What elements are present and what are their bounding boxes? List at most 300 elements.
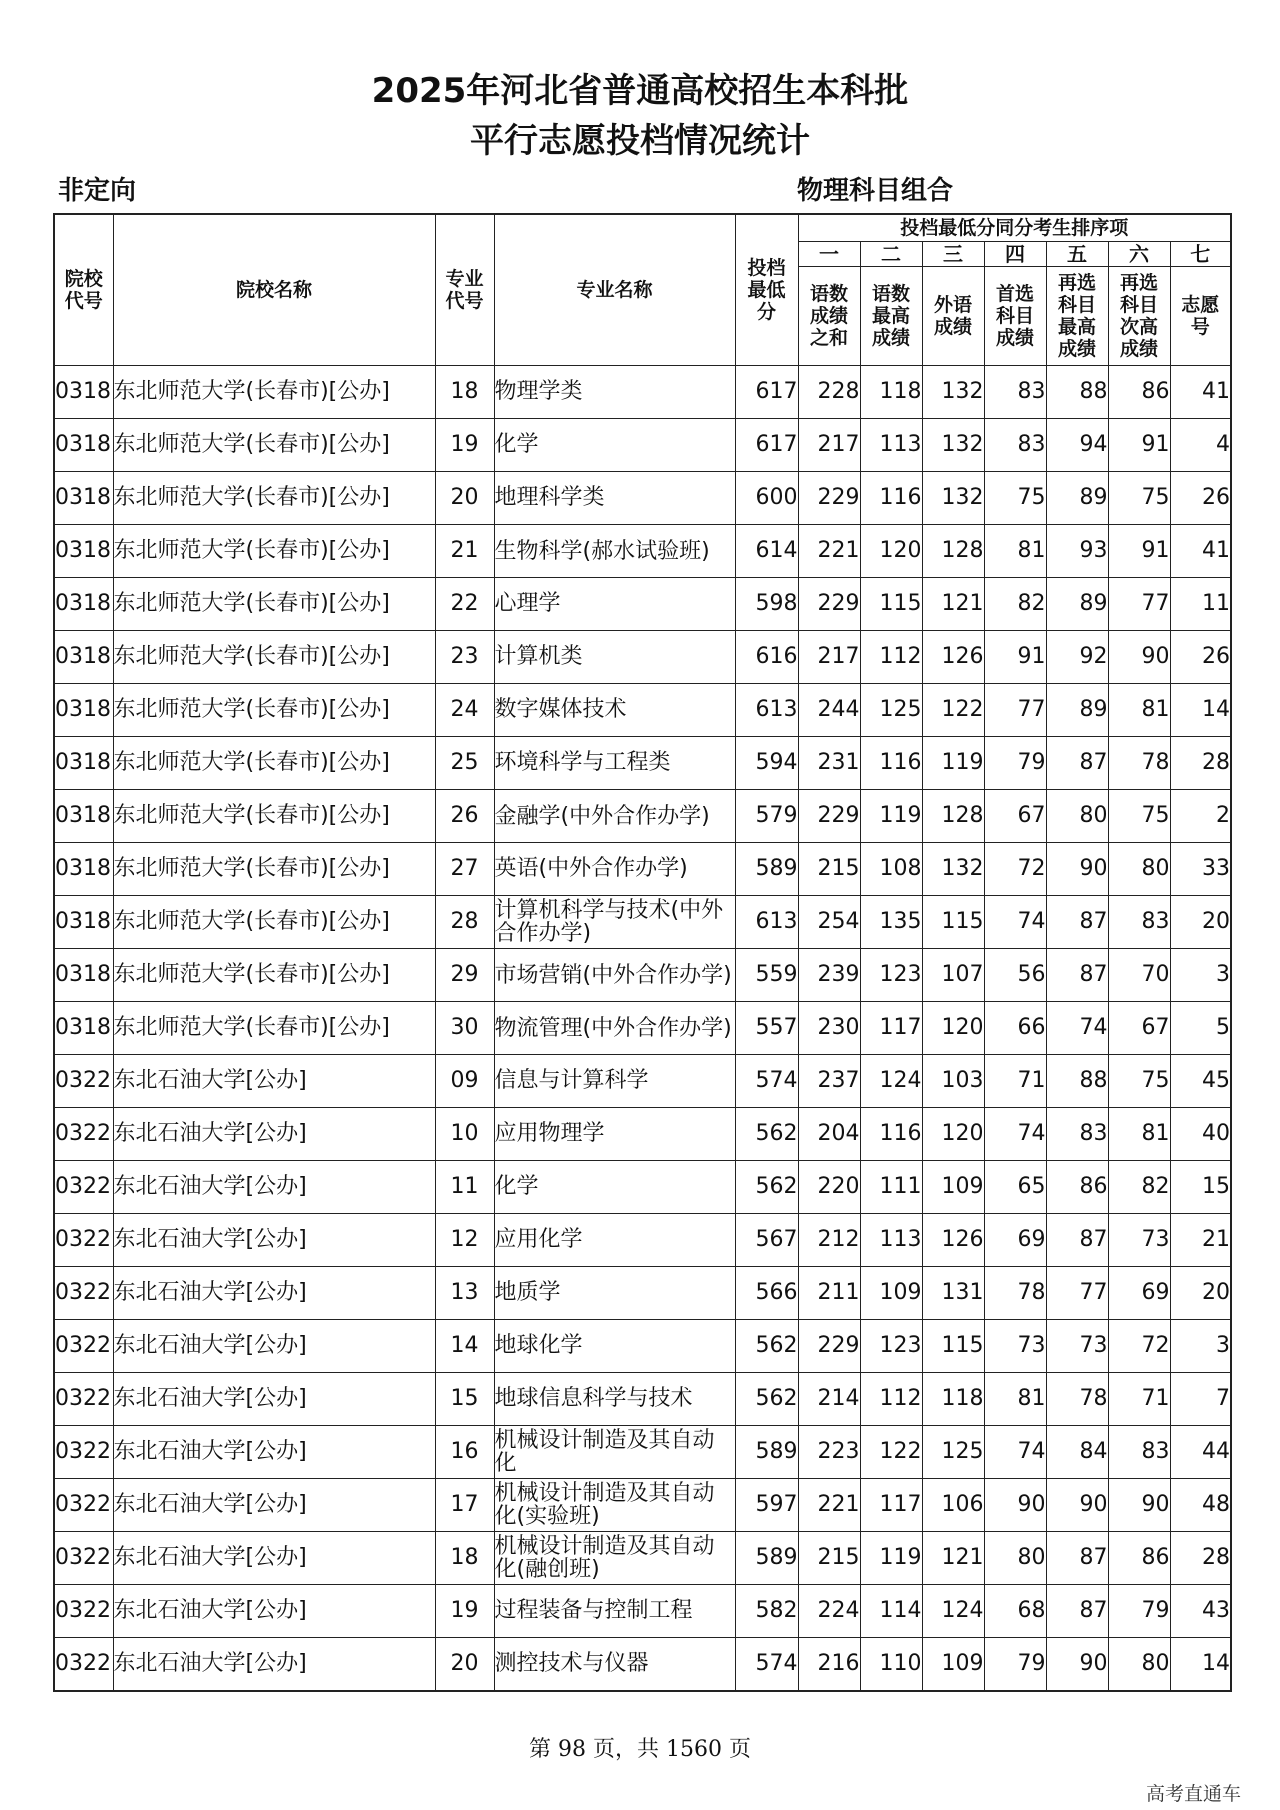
elective-second-cell: 86 bbox=[1108, 366, 1170, 419]
table-header bbox=[54, 214, 1231, 366]
preference-number-cell: 40 bbox=[1170, 1108, 1231, 1161]
header-rank-label-3: 外语成绩 bbox=[922, 267, 984, 366]
school-name-cell: 东北石油大学[公办] bbox=[113, 1214, 435, 1267]
admission-table bbox=[53, 213, 1232, 1692]
table-row bbox=[54, 525, 1231, 578]
min-score-cell: 574 bbox=[735, 1055, 798, 1108]
preference-number-cell: 5 bbox=[1170, 1002, 1231, 1055]
major-name-cell: 物流管理(中外合作办学) bbox=[494, 1002, 735, 1055]
header-rank-label-7: 志愿号 bbox=[1170, 267, 1231, 366]
school-name-cell: 东北石油大学[公办] bbox=[113, 1055, 435, 1108]
first-subject-cell: 72 bbox=[984, 843, 1046, 896]
school-code-cell: 0322 bbox=[54, 1108, 113, 1161]
school-code-cell: 0318 bbox=[54, 737, 113, 790]
elective-second-cell: 75 bbox=[1108, 472, 1170, 525]
table-row bbox=[54, 737, 1231, 790]
chinese-math-total-cell: 216 bbox=[798, 1638, 860, 1692]
first-subject-cell: 74 bbox=[984, 896, 1046, 949]
school-name-cell: 东北师范大学(长春市)[公办] bbox=[113, 525, 435, 578]
school-code-cell: 0322 bbox=[54, 1638, 113, 1692]
table-row bbox=[54, 1373, 1231, 1426]
elective-max-cell: 87 bbox=[1046, 896, 1108, 949]
preference-number-cell: 11 bbox=[1170, 578, 1231, 631]
school-name-cell: 东北石油大学[公办] bbox=[113, 1638, 435, 1692]
preference-number-cell: 20 bbox=[1170, 896, 1231, 949]
chinese-math-max-cell: 118 bbox=[860, 366, 922, 419]
elective-second-cell: 78 bbox=[1108, 737, 1170, 790]
elective-second-cell: 75 bbox=[1108, 790, 1170, 843]
foreign-language-cell: 132 bbox=[922, 843, 984, 896]
preference-number-cell: 43 bbox=[1170, 1585, 1231, 1638]
preference-number-cell: 48 bbox=[1170, 1479, 1231, 1532]
chinese-math-max-cell: 116 bbox=[860, 1108, 922, 1161]
header-rank-3: 三 bbox=[922, 242, 984, 267]
chinese-math-total-cell: 237 bbox=[798, 1055, 860, 1108]
elective-max-cell: 89 bbox=[1046, 684, 1108, 737]
header-rank-label-6: 再选科目次高成绩 bbox=[1108, 267, 1170, 366]
major-code-cell: 30 bbox=[435, 1002, 494, 1055]
foreign-language-cell: 119 bbox=[922, 737, 984, 790]
table-row bbox=[54, 1161, 1231, 1214]
chinese-math-max-cell: 108 bbox=[860, 843, 922, 896]
min-score-cell: 566 bbox=[735, 1267, 798, 1320]
table-row bbox=[54, 1479, 1231, 1532]
school-code-cell: 0318 bbox=[54, 578, 113, 631]
table-row bbox=[54, 1585, 1231, 1638]
school-code-cell: 0322 bbox=[54, 1320, 113, 1373]
foreign-language-cell: 128 bbox=[922, 790, 984, 843]
school-name-cell: 东北师范大学(长春市)[公办] bbox=[113, 896, 435, 949]
major-code-cell: 09 bbox=[435, 1055, 494, 1108]
major-code-cell: 18 bbox=[435, 1532, 494, 1585]
elective-second-cell: 67 bbox=[1108, 1002, 1170, 1055]
school-name-cell: 东北师范大学(长春市)[公办] bbox=[113, 1002, 435, 1055]
header-major-code: 专业代号 bbox=[435, 214, 494, 366]
foreign-language-cell: 131 bbox=[922, 1267, 984, 1320]
first-subject-cell: 73 bbox=[984, 1320, 1046, 1373]
min-score-cell: 617 bbox=[735, 366, 798, 419]
school-name-cell: 东北师范大学(长春市)[公办] bbox=[113, 366, 435, 419]
elective-max-cell: 78 bbox=[1046, 1373, 1108, 1426]
major-code-cell: 25 bbox=[435, 737, 494, 790]
chinese-math-total-cell: 231 bbox=[798, 737, 860, 790]
min-score-cell: 562 bbox=[735, 1320, 798, 1373]
elective-max-cell: 89 bbox=[1046, 472, 1108, 525]
foreign-language-cell: 121 bbox=[922, 1532, 984, 1585]
major-name-cell: 地球化学 bbox=[494, 1320, 735, 1373]
table-row bbox=[54, 1002, 1231, 1055]
chinese-math-max-cell: 113 bbox=[860, 419, 922, 472]
foreign-language-cell: 115 bbox=[922, 1320, 984, 1373]
school-name-cell: 东北石油大学[公办] bbox=[113, 1161, 435, 1214]
min-score-cell: 562 bbox=[735, 1108, 798, 1161]
elective-max-cell: 94 bbox=[1046, 419, 1108, 472]
elective-second-cell: 91 bbox=[1108, 525, 1170, 578]
table-row bbox=[54, 1320, 1231, 1373]
major-code-cell: 11 bbox=[435, 1161, 494, 1214]
chinese-math-max-cell: 116 bbox=[860, 472, 922, 525]
chinese-math-max-cell: 119 bbox=[860, 1532, 922, 1585]
table-row bbox=[54, 684, 1231, 737]
table-row bbox=[54, 949, 1231, 1002]
chinese-math-max-cell: 122 bbox=[860, 1426, 922, 1479]
major-name-cell: 金融学(中外合作办学) bbox=[494, 790, 735, 843]
chinese-math-max-cell: 135 bbox=[860, 896, 922, 949]
elective-max-cell: 80 bbox=[1046, 790, 1108, 843]
foreign-language-cell: 109 bbox=[922, 1638, 984, 1692]
major-code-cell: 27 bbox=[435, 843, 494, 896]
major-name-cell: 机械设计制造及其自动化(融创班) bbox=[494, 1532, 735, 1585]
table-row bbox=[54, 843, 1231, 896]
chinese-math-max-cell: 115 bbox=[860, 578, 922, 631]
min-score-cell: 579 bbox=[735, 790, 798, 843]
first-subject-cell: 90 bbox=[984, 1479, 1046, 1532]
school-code-cell: 0322 bbox=[54, 1055, 113, 1108]
first-subject-cell: 65 bbox=[984, 1161, 1046, 1214]
preference-number-cell: 15 bbox=[1170, 1161, 1231, 1214]
school-code-cell: 0318 bbox=[54, 525, 113, 578]
chinese-math-max-cell: 111 bbox=[860, 1161, 922, 1214]
foreign-language-cell: 118 bbox=[922, 1373, 984, 1426]
major-name-cell: 环境科学与工程类 bbox=[494, 737, 735, 790]
school-code-cell: 0318 bbox=[54, 684, 113, 737]
header-rank-1: 一 bbox=[798, 242, 860, 267]
min-score-cell: 614 bbox=[735, 525, 798, 578]
preference-number-cell: 4 bbox=[1170, 419, 1231, 472]
min-score-cell: 616 bbox=[735, 631, 798, 684]
chinese-math-total-cell: 217 bbox=[798, 631, 860, 684]
preference-number-cell: 33 bbox=[1170, 843, 1231, 896]
elective-max-cell: 90 bbox=[1046, 1479, 1108, 1532]
elective-max-cell: 88 bbox=[1046, 366, 1108, 419]
table-row bbox=[54, 578, 1231, 631]
major-code-cell: 19 bbox=[435, 419, 494, 472]
header-rank-5: 五 bbox=[1046, 242, 1108, 267]
elective-max-cell: 77 bbox=[1046, 1267, 1108, 1320]
min-score-cell: 617 bbox=[735, 419, 798, 472]
foreign-language-cell: 120 bbox=[922, 1108, 984, 1161]
chinese-math-max-cell: 117 bbox=[860, 1002, 922, 1055]
foreign-language-cell: 115 bbox=[922, 896, 984, 949]
school-code-cell: 0322 bbox=[54, 1532, 113, 1585]
major-code-cell: 23 bbox=[435, 631, 494, 684]
elective-max-cell: 73 bbox=[1046, 1320, 1108, 1373]
min-score-cell: 574 bbox=[735, 1638, 798, 1692]
elective-max-cell: 89 bbox=[1046, 578, 1108, 631]
major-code-cell: 12 bbox=[435, 1214, 494, 1267]
major-name-cell: 计算机类 bbox=[494, 631, 735, 684]
school-code-cell: 0318 bbox=[54, 472, 113, 525]
first-subject-cell: 80 bbox=[984, 1532, 1046, 1585]
min-score-cell: 594 bbox=[735, 737, 798, 790]
foreign-language-cell: 103 bbox=[922, 1055, 984, 1108]
major-name-cell: 物理学类 bbox=[494, 366, 735, 419]
major-name-cell: 信息与计算科学 bbox=[494, 1055, 735, 1108]
major-code-cell: 20 bbox=[435, 1638, 494, 1692]
elective-second-cell: 70 bbox=[1108, 949, 1170, 1002]
school-name-cell: 东北石油大学[公办] bbox=[113, 1585, 435, 1638]
foreign-language-cell: 120 bbox=[922, 1002, 984, 1055]
school-code-cell: 0322 bbox=[54, 1479, 113, 1532]
school-name-cell: 东北师范大学(长春市)[公办] bbox=[113, 631, 435, 684]
school-name-cell: 东北石油大学[公办] bbox=[113, 1267, 435, 1320]
major-code-cell: 19 bbox=[435, 1585, 494, 1638]
first-subject-cell: 81 bbox=[984, 525, 1046, 578]
chinese-math-max-cell: 124 bbox=[860, 1055, 922, 1108]
header-rank-4: 四 bbox=[984, 242, 1046, 267]
table-row bbox=[54, 1267, 1231, 1320]
major-name-cell: 计算机科学与技术(中外合作办学) bbox=[494, 896, 735, 949]
major-name-cell: 地球信息科学与技术 bbox=[494, 1373, 735, 1426]
major-code-cell: 24 bbox=[435, 684, 494, 737]
table-row bbox=[54, 631, 1231, 684]
preference-number-cell: 7 bbox=[1170, 1373, 1231, 1426]
chinese-math-total-cell: 212 bbox=[798, 1214, 860, 1267]
major-code-cell: 10 bbox=[435, 1108, 494, 1161]
major-code-cell: 14 bbox=[435, 1320, 494, 1373]
first-subject-cell: 69 bbox=[984, 1214, 1046, 1267]
preference-number-cell: 26 bbox=[1170, 631, 1231, 684]
preference-number-cell: 3 bbox=[1170, 1320, 1231, 1373]
elective-second-cell: 83 bbox=[1108, 1426, 1170, 1479]
preference-number-cell: 41 bbox=[1170, 366, 1231, 419]
watermark: 高考直通车 bbox=[1146, 1783, 1242, 1805]
elective-second-cell: 71 bbox=[1108, 1373, 1170, 1426]
school-name-cell: 东北石油大学[公办] bbox=[113, 1532, 435, 1585]
foreign-language-cell: 121 bbox=[922, 578, 984, 631]
min-score-cell: 589 bbox=[735, 843, 798, 896]
school-code-cell: 0322 bbox=[54, 1426, 113, 1479]
elective-max-cell: 87 bbox=[1046, 1214, 1108, 1267]
major-code-cell: 16 bbox=[435, 1426, 494, 1479]
header-rank-2: 二 bbox=[860, 242, 922, 267]
elective-second-cell: 80 bbox=[1108, 843, 1170, 896]
school-name-cell: 东北师范大学(长春市)[公办] bbox=[113, 684, 435, 737]
elective-max-cell: 90 bbox=[1046, 843, 1108, 896]
foreign-language-cell: 107 bbox=[922, 949, 984, 1002]
table-body bbox=[54, 366, 1231, 1692]
school-code-cell: 0318 bbox=[54, 949, 113, 1002]
chinese-math-total-cell: 214 bbox=[798, 1373, 860, 1426]
school-code-cell: 0322 bbox=[54, 1373, 113, 1426]
chinese-math-max-cell: 123 bbox=[860, 1320, 922, 1373]
elective-max-cell: 87 bbox=[1046, 1585, 1108, 1638]
first-subject-cell: 67 bbox=[984, 790, 1046, 843]
min-score-cell: 613 bbox=[735, 684, 798, 737]
school-name-cell: 东北石油大学[公办] bbox=[113, 1108, 435, 1161]
header-rank-7: 七 bbox=[1170, 242, 1231, 267]
header-major-name: 专业名称 bbox=[494, 214, 735, 366]
elective-second-cell: 83 bbox=[1108, 896, 1170, 949]
header-rank-label-2: 语数最高成绩 bbox=[860, 267, 922, 366]
table-row bbox=[54, 472, 1231, 525]
elective-max-cell: 84 bbox=[1046, 1426, 1108, 1479]
elective-max-cell: 93 bbox=[1046, 525, 1108, 578]
min-score-cell: 557 bbox=[735, 1002, 798, 1055]
chinese-math-max-cell: 114 bbox=[860, 1585, 922, 1638]
first-subject-cell: 75 bbox=[984, 472, 1046, 525]
preference-number-cell: 28 bbox=[1170, 737, 1231, 790]
header-rank-label-5: 再选科目最高成绩 bbox=[1046, 267, 1108, 366]
chinese-math-max-cell: 112 bbox=[860, 631, 922, 684]
elective-max-cell: 87 bbox=[1046, 949, 1108, 1002]
first-subject-cell: 83 bbox=[984, 419, 1046, 472]
school-name-cell: 东北石油大学[公办] bbox=[113, 1373, 435, 1426]
elective-second-cell: 81 bbox=[1108, 1108, 1170, 1161]
header-tiebreak-group: 投档最低分同分考生排序项 bbox=[798, 214, 1231, 242]
major-code-cell: 26 bbox=[435, 790, 494, 843]
header-school-name: 院校名称 bbox=[113, 214, 435, 366]
foreign-language-cell: 109 bbox=[922, 1161, 984, 1214]
major-name-cell: 生物科学(郝水试验班) bbox=[494, 525, 735, 578]
min-score-cell: 613 bbox=[735, 896, 798, 949]
table-row bbox=[54, 1426, 1231, 1479]
preference-number-cell: 3 bbox=[1170, 949, 1231, 1002]
major-name-cell: 英语(中外合作办学) bbox=[494, 843, 735, 896]
chinese-math-total-cell: 215 bbox=[798, 843, 860, 896]
major-name-cell: 数字媒体技术 bbox=[494, 684, 735, 737]
school-name-cell: 东北石油大学[公办] bbox=[113, 1479, 435, 1532]
preference-number-cell: 41 bbox=[1170, 525, 1231, 578]
min-score-cell: 589 bbox=[735, 1426, 798, 1479]
first-subject-cell: 79 bbox=[984, 1638, 1046, 1692]
min-score-cell: 598 bbox=[735, 578, 798, 631]
first-subject-cell: 74 bbox=[984, 1108, 1046, 1161]
elective-max-cell: 86 bbox=[1046, 1161, 1108, 1214]
elective-max-cell: 92 bbox=[1046, 631, 1108, 684]
subject-combination-label: 物理科目组合 bbox=[797, 176, 954, 206]
elective-max-cell: 74 bbox=[1046, 1002, 1108, 1055]
school-name-cell: 东北石油大学[公办] bbox=[113, 1320, 435, 1373]
table-row bbox=[54, 366, 1231, 419]
elective-second-cell: 86 bbox=[1108, 1532, 1170, 1585]
foreign-language-cell: 125 bbox=[922, 1426, 984, 1479]
foreign-language-cell: 132 bbox=[922, 419, 984, 472]
preference-number-cell: 26 bbox=[1170, 472, 1231, 525]
major-name-cell: 应用物理学 bbox=[494, 1108, 735, 1161]
elective-second-cell: 80 bbox=[1108, 1638, 1170, 1692]
school-name-cell: 东北师范大学(长春市)[公办] bbox=[113, 472, 435, 525]
header-rank-label-1: 语数成绩之和 bbox=[798, 267, 860, 366]
elective-second-cell: 81 bbox=[1108, 684, 1170, 737]
school-code-cell: 0322 bbox=[54, 1267, 113, 1320]
elective-max-cell: 90 bbox=[1046, 1638, 1108, 1692]
preference-number-cell: 14 bbox=[1170, 1638, 1231, 1692]
foreign-language-cell: 128 bbox=[922, 525, 984, 578]
elective-second-cell: 69 bbox=[1108, 1267, 1170, 1320]
first-subject-cell: 82 bbox=[984, 578, 1046, 631]
school-code-cell: 0318 bbox=[54, 843, 113, 896]
major-name-cell: 地理科学类 bbox=[494, 472, 735, 525]
school-code-cell: 0318 bbox=[54, 790, 113, 843]
foreign-language-cell: 122 bbox=[922, 684, 984, 737]
header-school-code: 院校代号 bbox=[54, 214, 113, 366]
first-subject-cell: 68 bbox=[984, 1585, 1046, 1638]
major-code-cell: 15 bbox=[435, 1373, 494, 1426]
chinese-math-total-cell: 220 bbox=[798, 1161, 860, 1214]
chinese-math-total-cell: 230 bbox=[798, 1002, 860, 1055]
table-row bbox=[54, 419, 1231, 472]
chinese-math-max-cell: 110 bbox=[860, 1638, 922, 1692]
chinese-math-total-cell: 221 bbox=[798, 525, 860, 578]
school-name-cell: 东北师范大学(长春市)[公办] bbox=[113, 949, 435, 1002]
table-row bbox=[54, 790, 1231, 843]
school-code-cell: 0318 bbox=[54, 631, 113, 684]
preference-number-cell: 21 bbox=[1170, 1214, 1231, 1267]
elective-max-cell: 88 bbox=[1046, 1055, 1108, 1108]
page-title-line1: 2025年河北省普通高校招生本科批 bbox=[371, 71, 909, 111]
first-subject-cell: 81 bbox=[984, 1373, 1046, 1426]
first-subject-cell: 56 bbox=[984, 949, 1046, 1002]
page-footer: 第 98 页，共 1560 页 bbox=[529, 1737, 751, 1762]
chinese-math-total-cell: 223 bbox=[798, 1426, 860, 1479]
school-name-cell: 东北石油大学[公办] bbox=[113, 1426, 435, 1479]
table-row bbox=[54, 1638, 1231, 1692]
table-row bbox=[54, 1214, 1231, 1267]
min-score-cell: 589 bbox=[735, 1532, 798, 1585]
chinese-math-total-cell: 217 bbox=[798, 419, 860, 472]
table-row bbox=[54, 1055, 1231, 1108]
header-min-score: 投档最低分 bbox=[735, 214, 798, 366]
min-score-cell: 567 bbox=[735, 1214, 798, 1267]
elective-second-cell: 75 bbox=[1108, 1055, 1170, 1108]
preference-number-cell: 45 bbox=[1170, 1055, 1231, 1108]
major-name-cell: 测控技术与仪器 bbox=[494, 1638, 735, 1692]
foreign-language-cell: 124 bbox=[922, 1585, 984, 1638]
major-name-cell: 机械设计制造及其自动化(实验班) bbox=[494, 1479, 735, 1532]
foreign-language-cell: 132 bbox=[922, 366, 984, 419]
first-subject-cell: 91 bbox=[984, 631, 1046, 684]
preference-number-cell: 20 bbox=[1170, 1267, 1231, 1320]
min-score-cell: 597 bbox=[735, 1479, 798, 1532]
chinese-math-total-cell: 229 bbox=[798, 472, 860, 525]
major-name-cell: 应用化学 bbox=[494, 1214, 735, 1267]
elective-second-cell: 90 bbox=[1108, 631, 1170, 684]
chinese-math-total-cell: 244 bbox=[798, 684, 860, 737]
elective-second-cell: 79 bbox=[1108, 1585, 1170, 1638]
first-subject-cell: 83 bbox=[984, 366, 1046, 419]
min-score-cell: 582 bbox=[735, 1585, 798, 1638]
chinese-math-max-cell: 112 bbox=[860, 1373, 922, 1426]
elective-max-cell: 87 bbox=[1046, 737, 1108, 790]
elective-second-cell: 72 bbox=[1108, 1320, 1170, 1373]
chinese-math-total-cell: 239 bbox=[798, 949, 860, 1002]
school-code-cell: 0318 bbox=[54, 419, 113, 472]
chinese-math-total-cell: 204 bbox=[798, 1108, 860, 1161]
chinese-math-max-cell: 120 bbox=[860, 525, 922, 578]
chinese-math-total-cell: 254 bbox=[798, 896, 860, 949]
school-name-cell: 东北师范大学(长春市)[公办] bbox=[113, 419, 435, 472]
preference-number-cell: 28 bbox=[1170, 1532, 1231, 1585]
first-subject-cell: 78 bbox=[984, 1267, 1046, 1320]
major-code-cell: 13 bbox=[435, 1267, 494, 1320]
chinese-math-total-cell: 215 bbox=[798, 1532, 860, 1585]
school-code-cell: 0322 bbox=[54, 1214, 113, 1267]
chinese-math-max-cell: 119 bbox=[860, 790, 922, 843]
chinese-math-total-cell: 224 bbox=[798, 1585, 860, 1638]
category-label: 非定向 bbox=[58, 176, 137, 206]
first-subject-cell: 77 bbox=[984, 684, 1046, 737]
major-code-cell: 20 bbox=[435, 472, 494, 525]
elective-max-cell: 87 bbox=[1046, 1532, 1108, 1585]
foreign-language-cell: 132 bbox=[922, 472, 984, 525]
first-subject-cell: 71 bbox=[984, 1055, 1046, 1108]
first-subject-cell: 66 bbox=[984, 1002, 1046, 1055]
elective-second-cell: 90 bbox=[1108, 1479, 1170, 1532]
major-code-cell: 29 bbox=[435, 949, 494, 1002]
school-code-cell: 0322 bbox=[54, 1161, 113, 1214]
first-subject-cell: 74 bbox=[984, 1426, 1046, 1479]
